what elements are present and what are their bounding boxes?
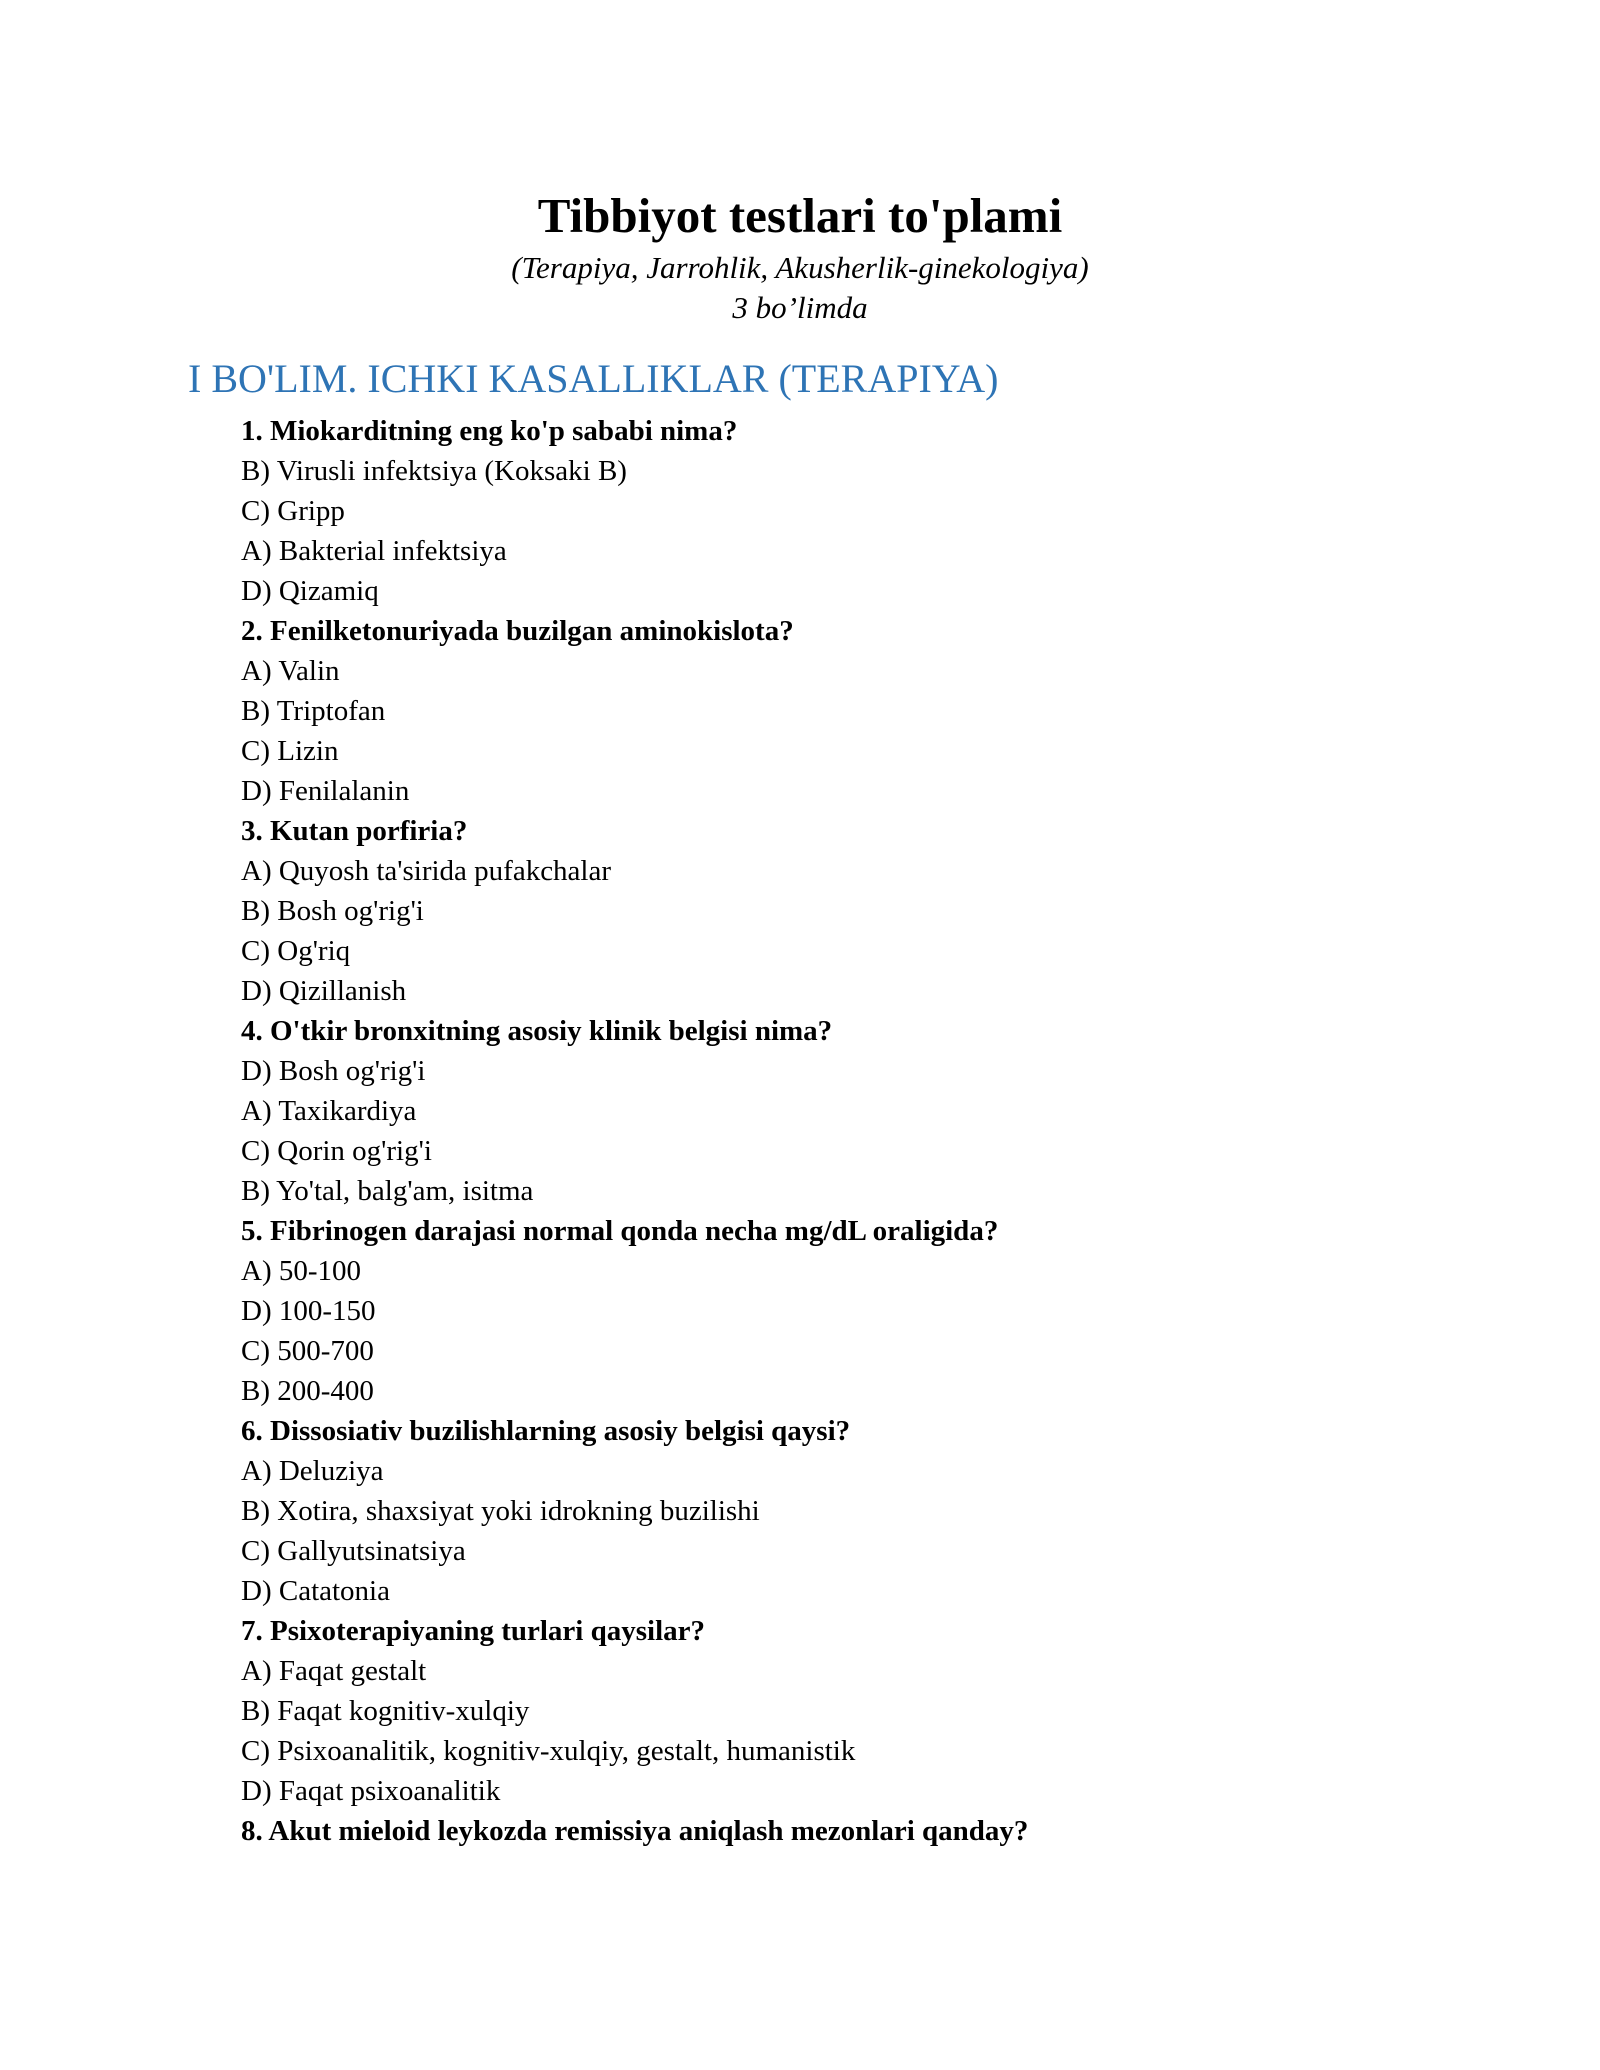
document-parts-note: 3 bo’limda xyxy=(732,290,868,325)
answer-option: A) Faqat gestalt xyxy=(241,1655,427,1687)
document-subtitle: (Terapiya, Jarrohlik, Akusherlik-ginekologiya) xyxy=(511,250,1089,285)
answer-option: C) Qorin og'rig'i xyxy=(241,1135,432,1167)
answer-option: C) Og'riq xyxy=(241,935,351,967)
answer-option: A) Valin xyxy=(241,655,340,687)
answer-option: B) Virusli infektsiya (Koksaki B) xyxy=(241,455,627,487)
answer-option: B) Xotira, shaxsiyat yoki idrokning buzilishi xyxy=(241,1495,760,1527)
answer-option: C) Gallyutsinatsiya xyxy=(241,1535,466,1567)
answer-option: B) 200-400 xyxy=(241,1375,374,1407)
question-1: 1. Miokarditning eng ko'p sababi nima? xyxy=(241,415,738,447)
answer-option: D) Fenilalanin xyxy=(241,775,410,807)
answer-option: B) Yo'tal, balg'am, isitma xyxy=(241,1175,534,1207)
answer-option: A) Deluziya xyxy=(241,1455,384,1487)
answer-option: C) Gripp xyxy=(241,495,345,527)
answer-option: A) Bakterial infektsiya xyxy=(241,535,507,567)
answer-option: D) Qizamiq xyxy=(241,575,379,607)
question-5: 5. Fibrinogen darajasi normal qonda necha mg/dL oraligida? xyxy=(241,1215,999,1247)
answer-option: B) Triptofan xyxy=(241,695,386,727)
question-6: 6. Dissosiativ buzilishlarning asosiy belgisi qaysi? xyxy=(241,1415,851,1447)
section-heading: I BO'LIM. ICHKI KASALLIKLAR (TERAPIYA) xyxy=(188,356,999,401)
answer-option: A) 50-100 xyxy=(241,1255,362,1287)
answer-option: D) 100-150 xyxy=(241,1295,376,1327)
question-4: 4. O'tkir bronxitning asosiy klinik belgisi nima? xyxy=(241,1015,833,1047)
question-8: 8. Akut mieloid leykozda remissiya aniqlash mezonlari qanday? xyxy=(241,1815,1029,1847)
question-3: 3. Kutan porfiria? xyxy=(241,815,468,847)
answer-option: C) 500-700 xyxy=(241,1335,374,1367)
question-7: 7. Psixoterapiyaning turlari qaysilar? xyxy=(241,1615,705,1647)
answer-option: A) Taxikardiya xyxy=(241,1095,417,1127)
answer-option: B) Faqat kognitiv-xulqiy xyxy=(241,1695,530,1727)
answer-option: D) Catatonia xyxy=(241,1575,390,1607)
question-2: 2. Fenilketonuriyada buzilgan aminokislota? xyxy=(241,615,794,647)
answer-option: B) Bosh og'rig'i xyxy=(241,895,424,927)
answer-option: C) Lizin xyxy=(241,735,339,767)
answer-option: D) Faqat psixoanalitik xyxy=(241,1775,501,1807)
answer-option: C) Psixoanalitik, kognitiv-xulqiy, gestalt, humanistik xyxy=(241,1735,856,1767)
question-list xyxy=(241,411,1441,1851)
document-title: Tibbiyot testlari to'plami xyxy=(537,188,1063,243)
answer-option: D) Bosh og'rig'i xyxy=(241,1055,426,1087)
answer-option: A) Quyosh ta'sirida pufakchalar xyxy=(241,855,612,887)
answer-option: D) Qizillanish xyxy=(241,975,407,1007)
